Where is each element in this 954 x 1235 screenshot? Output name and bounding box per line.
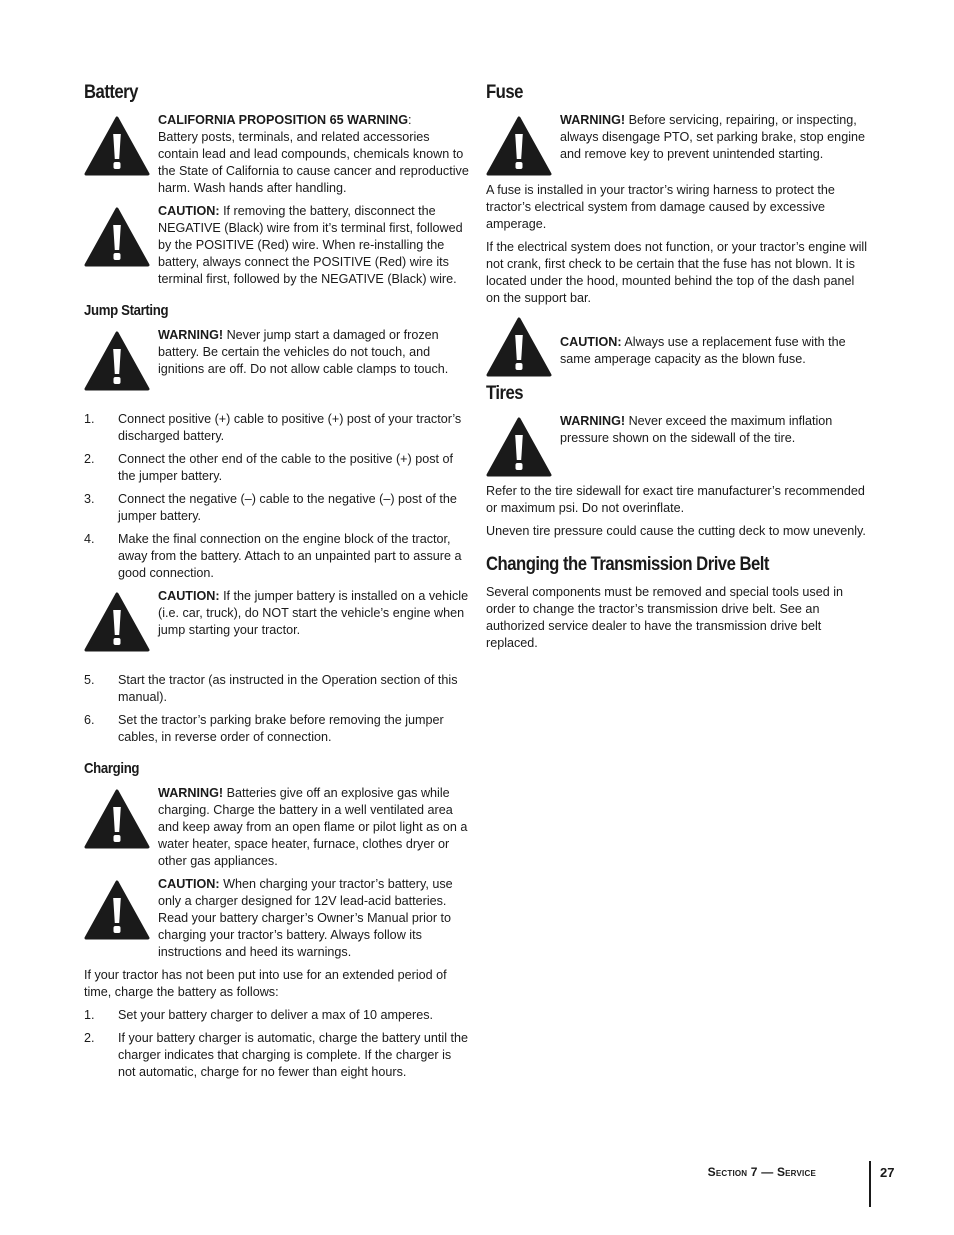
warning-triangle-icon [84,112,150,176]
warning-text: Batteries give off an explosive gas while charging. Charge the battery in a well ventilated area and keep away from an open flame or pilot light as on a water heater, space heater, furnace, clothes dryer or other gas appliances. [158,786,468,868]
prop65-warning: CALIFORNIA PROPOSITION 65 WARNING: Battery posts, terminals, and related accessories contain lead and lead compounds, chemicals known to the State of California to cause cancer and reproductive harm. Wash hands after handling. [84,112,469,197]
warning-label: WARNING! [560,414,626,428]
warning-label: WARNING! [158,786,224,800]
fuse-warning [486,112,871,176]
caution-text: When charging your tractor’s battery, use only a charger designed for 12V lead-acid batteries. Read your battery charger’s Owner’s Manual prior to charging your tractor’s battery. Always follow its instructions and heed its warnings. [158,877,453,959]
warning-triangle-icon [486,112,552,176]
fuse-heading: Fuse [486,82,523,103]
caution-text: If removing the battery, disconnect the NEGATIVE (Black) wire from it’s terminal first, followed by the POSITIVE (Red) wire. When re-installing the battery, always connect the POSITIVE (Red) wire its terminal first, followed by the NEGATIVE (Black) wire. [158,204,463,286]
left-column [84,82,469,1087]
tires-heading: Tires [486,383,524,404]
jump-caution [84,588,469,652]
warning-triangle-icon [84,876,150,940]
list-item: 6. Set the tractor’s parking brake before removing the jumper cables, in reverse order of connection. [84,713,444,744]
jump-warning [84,327,469,391]
charging-heading: Charging [84,760,140,777]
section-label: Section 7 — Service [707,1165,816,1179]
warning-triangle-icon [84,327,150,391]
fuse-caution [486,313,871,377]
caution-label: CAUTION: [158,877,220,891]
caution-label: CAUTION: [158,589,220,603]
tires-paragraph-1: Refer to the tire sidewall for exact tire manufacturer’s recommended or maximum psi. Do not overinflate. [486,484,865,515]
fuse-paragraph-1: A fuse is installed in your tractor’s wiring harness to protect the tractor’s electrical system from damage caused by excessive amperage. [486,183,835,231]
drive-belt-heading: Changing the Transmission Drive Belt [486,554,769,575]
charging-intro: If your tractor has not been put into use for an extended period of time, charge the battery as follows: [84,968,447,999]
list-item: 1. Connect positive (+) cable to positive (+) post of your tractor’s discharged battery. [84,412,462,443]
warning-text: Never exceed the maximum inflation pressure shown on the sidewall of the tire. [560,414,833,445]
warning-triangle-icon [84,588,150,652]
warning-text: Before servicing, repairing, or inspecting, always disengage PTO, set parking brake, stop engine and remove key to prevent unintended starting. [560,113,865,161]
list-item: 1. Set your battery charger to deliver a max of 10 amperes. [84,1008,433,1022]
prop65-text: Battery posts, terminals, and related accessories contain lead and lead compounds, chemicals known to the State of California to cause cancer and reproductive harm. Wash hands after handling. [158,130,469,195]
list-item: 2. If your battery charger is automatic, charge the battery until the charger indicates that charging is complete. If the charger is not automatic, charge for no fewer than eight hours. [84,1031,469,1079]
caution-label: CAUTION: [560,335,622,349]
warning-label: WARNING! [158,328,224,342]
list-item: 2. Connect the other end of the cable to the positive (+) post of the jumper battery. [84,452,453,483]
tires-warning [486,413,871,477]
tires-paragraph-2: Uneven tire pressure could cause the cutting deck to mow unevenly. [486,524,866,538]
prop65-label: CALIFORNIA PROPOSITION 65 WARNING [158,113,409,127]
warning-triangle-icon [486,313,552,377]
caution-text: If the jumper battery is installed on a vehicle (i.e. car, truck), do NOT start the vehicle’s engine when jump starting your tractor. [158,589,469,637]
battery-heading: Battery [84,82,138,103]
page-number: 27 [880,1165,895,1180]
charging-steps-list [84,1007,469,1081]
list-item: 4. Make the final connection on the engine block of the tractor, away from the battery. Attach to an unpainted part to assure a good connection. [84,532,462,580]
jump-starting-heading: Jump Starting [84,302,169,319]
charging-warning [84,785,469,870]
page-footer [700,1161,900,1207]
warning-triangle-icon [486,413,552,477]
warning-text: Never jump start a damaged or frozen battery. Be certain the vehicles do not touch, and ignitions are off. Do not allow cable clamps to touch. [158,328,449,376]
charging-caution [84,876,469,961]
warning-label: WARNING! [560,113,626,127]
right-column [486,82,871,658]
caution-remove-battery [84,203,469,288]
fuse-paragraph-2: If the electrical system does not function, or your tractor’s engine will not crank, first check to be certain that the fuse has not blown. It is located under the hood, mounted behind the top of the dash panel on the support bar. [486,240,868,305]
list-item: 5. Start the tractor (as instructed in the Operation section of this manual). [84,673,458,704]
warning-triangle-icon [84,785,150,849]
caution-label: CAUTION: [158,204,220,218]
footer-divider [869,1161,871,1207]
caution-text: Always use a replacement fuse with the same amperage capacity as the blown fuse. [560,335,846,366]
list-item: 3. Connect the negative (–) cable to the negative (–) post of the jumper battery. [84,492,457,523]
jump-steps-list [84,411,469,582]
drive-belt-paragraph: Several components must be removed and special tools used in order to change the tractor’s transmission drive belt. See an authorized service dealer to have the transmission drive belt replaced. [486,585,844,650]
jump-steps-list-continued [84,672,469,746]
warning-triangle-icon [84,203,150,267]
